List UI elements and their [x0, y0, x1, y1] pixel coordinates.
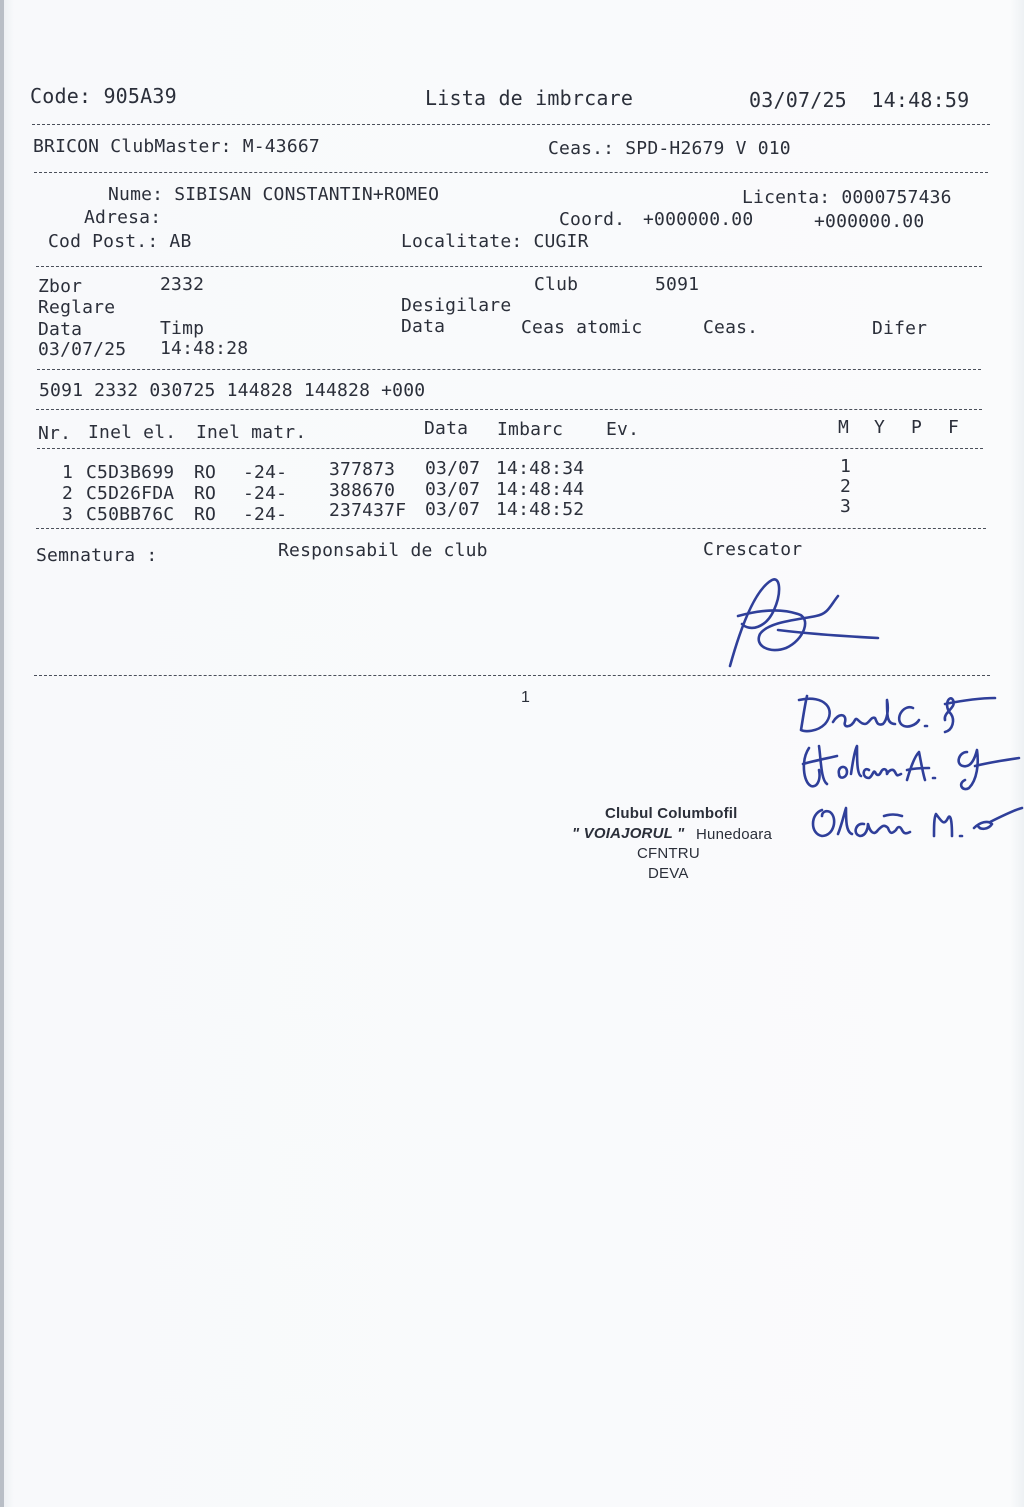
clock-id: Ceas.: SPD-H2679 V 010: [548, 138, 791, 159]
col-inel-matr: Inel matr.: [196, 422, 307, 443]
row-ring-number: 237437F: [329, 500, 407, 521]
col-y: Y: [874, 417, 886, 438]
row-electronic-ring: C5D3B699: [86, 462, 175, 483]
row-nr: 3: [62, 504, 74, 525]
col-f: F: [948, 417, 960, 438]
reglare-time: 14:48:28: [160, 338, 249, 359]
row-time: 14:48:44: [496, 479, 585, 500]
stamp-city: Hunedoara: [696, 826, 773, 843]
paper-edge: [0, 0, 4, 1507]
row-ring-number: 377873: [329, 459, 396, 480]
col-inel-el: Inel el.: [88, 422, 177, 443]
stamp-line-1: Clubul Columbofil: [605, 805, 738, 822]
row-date: 03/07: [425, 499, 481, 520]
col-data: Data: [424, 418, 469, 439]
row-country: RO: [194, 483, 217, 504]
owner-name: Nume: SIBISAN CONSTANTIN+ROMEO: [108, 184, 440, 205]
row-country: RO: [194, 504, 217, 525]
row-year: -24-: [243, 483, 288, 504]
reglare-date: 03/07/25: [38, 339, 127, 360]
postal-code: Cod Post.: AB: [48, 231, 192, 252]
timp-label: Timp: [160, 318, 205, 339]
separator: [37, 448, 983, 449]
stamp-line-4: DEVA: [648, 865, 689, 882]
row-m: 3: [840, 496, 852, 517]
flight-number: 2332: [160, 274, 205, 295]
separator: [34, 172, 988, 173]
data-label: Data: [38, 319, 83, 340]
signature-label: Semnatura :: [36, 545, 158, 566]
row-year: -24-: [243, 462, 288, 483]
breeder-label: Crescator: [703, 539, 803, 560]
print-datetime: 03/07/25 14:48:59: [749, 88, 970, 112]
atomic-clock-label: Ceas atomic: [521, 317, 643, 338]
separator: [37, 369, 981, 370]
row-time: 14:48:34: [496, 458, 585, 479]
license-number: Licenta: 0000757436: [742, 187, 952, 208]
row-time: 14:48:52: [496, 499, 585, 520]
row-country: RO: [194, 462, 217, 483]
coord-lon: +000000.00: [814, 211, 925, 232]
code-label: Code: 905A39: [30, 84, 177, 108]
page-number: 1: [521, 689, 531, 706]
club-responsible-label: Responsabil de club: [278, 540, 488, 561]
document-title: Lista de imbrcare: [425, 86, 634, 110]
locality: Localitate: CUGIR: [401, 231, 589, 252]
col-ev: Ev.: [606, 419, 640, 440]
stamp-club-name: " VOIAJORUL ": [572, 825, 685, 842]
separator: [32, 124, 990, 125]
row-ring-number: 388670: [329, 480, 396, 501]
col-m: M: [838, 417, 850, 438]
col-p: P: [911, 417, 923, 438]
difer-label: Difer: [872, 318, 928, 339]
separator: [36, 409, 982, 410]
club-number: 5091: [655, 274, 700, 295]
flight-label: Zbor: [38, 276, 83, 297]
summary-code-line: 5091 2332 030725 144828 144828 +000: [39, 380, 426, 401]
separator: [34, 675, 990, 676]
col-imbarc: Imbarc: [497, 419, 564, 440]
row-date: 03/07: [425, 479, 481, 500]
col-nr: Nr.: [38, 423, 72, 444]
stamp-line-3: CFNTRU: [637, 845, 700, 862]
separator: [36, 266, 982, 267]
handwritten-signature-3: [808, 800, 1024, 848]
desigilare-data-label: Data: [401, 316, 446, 337]
ceas-label: Ceas.: [703, 317, 759, 338]
row-m: 1: [840, 456, 852, 477]
row-nr: 2: [62, 483, 74, 504]
row-year: -24-: [243, 504, 288, 525]
row-date: 03/07: [425, 458, 481, 479]
club-label: Club: [534, 274, 579, 295]
address-label: Adresa:: [84, 207, 162, 228]
separator: [36, 528, 986, 529]
row-m: 2: [840, 476, 852, 497]
row-electronic-ring: C50BB76C: [86, 504, 175, 525]
row-electronic-ring: C5D26FDA: [86, 483, 175, 504]
coord-lat: +000000.00: [643, 209, 754, 230]
clubmaster-id: BRICON ClubMaster: M-43667: [33, 136, 320, 157]
desigilare-label: Desigilare: [401, 295, 512, 316]
handwritten-signature-2: [797, 740, 1022, 795]
reglare-label: Reglare: [38, 297, 116, 318]
row-nr: 1: [62, 462, 74, 483]
breeder-signature: [720, 570, 890, 680]
coord-label: Coord.: [559, 209, 626, 230]
handwritten-signature-1: [795, 690, 1005, 740]
